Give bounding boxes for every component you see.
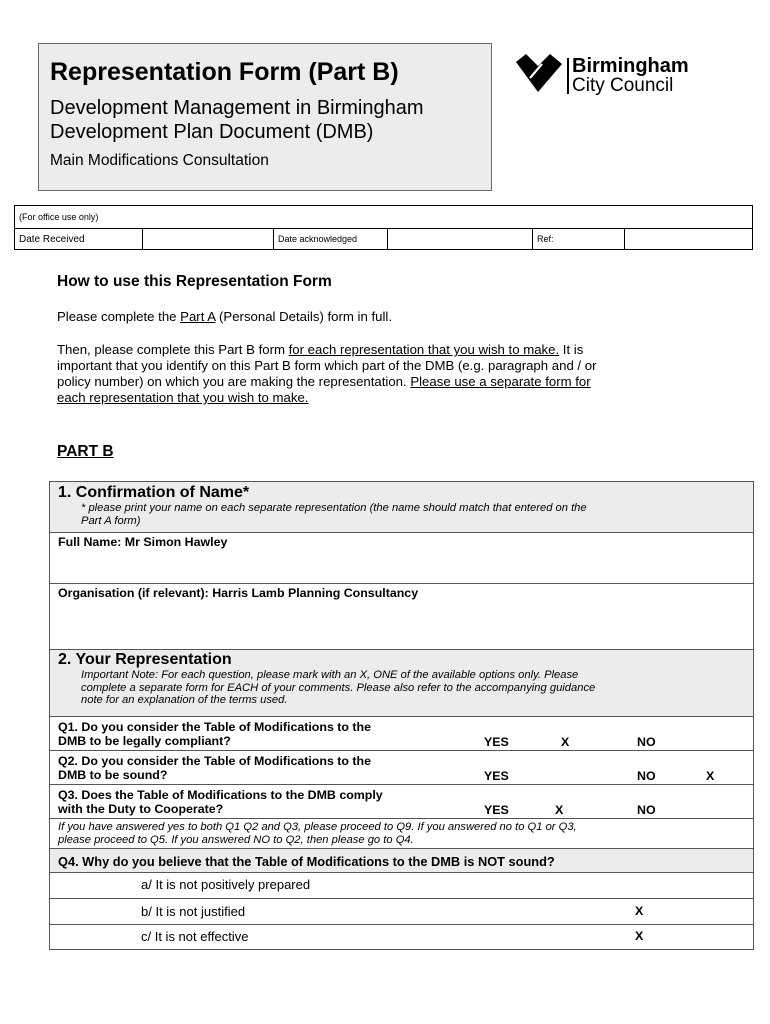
q3-no-label: NO	[637, 803, 656, 817]
question-q4	[50, 849, 753, 873]
section-2-note-line-2: complete a separate form for EACH of your comments. Please also refer to the accompanying guidance	[81, 681, 596, 694]
p2-l1-pre: Then, please complete this Part B form	[57, 342, 289, 357]
q4-option-a-label: a/ It is not positively prepared	[141, 877, 311, 892]
q3-line-2: with the Duty to Cooperate?	[58, 802, 224, 816]
office-use-table	[14, 205, 753, 250]
title-box	[38, 43, 492, 191]
q4-option-b-mark[interactable]: X	[635, 904, 644, 918]
logo-divider	[567, 58, 569, 94]
q2-no-label: NO	[637, 769, 656, 783]
question-q1	[50, 717, 753, 751]
q4-option-c-label: c/ It is not effective	[141, 929, 249, 944]
organisation-value: Organisation (if relevant): Harris Lamb Planning Consultancy	[58, 586, 419, 600]
q4-text: Q4. Why do you believe that the Table of Modifications to the DMB is NOT sound?	[58, 854, 555, 869]
instructions-heading: How to use this Representation Form	[57, 273, 332, 290]
p2-l1-underline: for each representation that you wish to make.	[288, 342, 560, 357]
q2-no-mark[interactable]: X	[706, 769, 715, 783]
section-2-note	[81, 669, 595, 707]
p2-line-2: important that you identify on this Part B form which part of the DMB (e.g. paragraph and / or	[57, 358, 597, 373]
q1-line-1: Q1. Do you consider the Table of Modifications to the	[58, 720, 371, 734]
q3-line-1: Q3. Does the Table of Modifications to the DMB comply	[58, 788, 383, 802]
q2-line-2: DMB to be sound?	[58, 768, 168, 782]
q2-text	[58, 754, 371, 782]
section-1-note	[81, 502, 587, 527]
q2-yes-label: YES	[484, 769, 509, 783]
date-acknowledged-field[interactable]	[388, 229, 533, 250]
q1-yes-mark[interactable]: X	[561, 735, 570, 749]
q4-option-c-mark[interactable]: X	[635, 929, 644, 943]
q4-option-b	[50, 899, 753, 925]
p2-l1-post: It is	[559, 342, 584, 357]
guidance-line-1: If you have answered yes to both Q1 Q2 and Q3, please proceed to Q9. If you answered no to Q1 or Q3,	[58, 821, 577, 833]
q1-yes-label: YES	[484, 735, 509, 749]
section-1-note-line-1: * please print your name on each separate representation (the name should match that entered on the	[81, 502, 587, 514]
answer-guidance-text	[58, 821, 577, 847]
heart-icon	[512, 52, 564, 98]
form-title: Representation Form (Part B)	[50, 58, 399, 86]
q3-yes-label: YES	[484, 803, 509, 817]
section-2-note-line-3: note for an explanation of the terms used.	[81, 694, 288, 706]
question-q2	[50, 751, 753, 785]
p1-pre: Please complete the	[57, 309, 181, 324]
section-1-note-line-2: Part A form)	[81, 514, 141, 527]
subtitle-line-1: Development Management in Birmingham	[50, 97, 424, 119]
date-received-field[interactable]	[143, 229, 274, 250]
full-name-field[interactable]	[50, 533, 753, 584]
consultation-name: Main Modifications Consultation	[50, 152, 269, 169]
section-2-title: 2. Your Representation	[58, 651, 232, 668]
section-1-header	[50, 482, 753, 533]
q4-option-b-label: b/ It is not justified	[141, 904, 246, 919]
q1-text	[58, 720, 371, 748]
instructions-paragraph-2	[57, 342, 597, 406]
p2-line-3	[57, 374, 597, 390]
p2-line-4	[57, 390, 597, 406]
guidance-line-2: please proceed to Q5. If you answered NO to Q2, then please go to Q4.	[58, 834, 414, 846]
question-q3	[50, 785, 753, 819]
p2-line-1	[57, 342, 597, 358]
date-acknowledged-label: Date acknowledged	[274, 229, 388, 250]
q3-yes-mark[interactable]: X	[555, 803, 564, 817]
form-subtitle	[50, 96, 424, 144]
part-b-heading: PART B	[57, 443, 114, 460]
p1-post: (Personal Details) form in full.	[215, 309, 392, 324]
p2-l4-underline: each representation that you wish to make.	[57, 390, 309, 405]
part-a-link[interactable]: Part A	[180, 309, 216, 324]
council-logo	[512, 52, 712, 102]
q2-line-1: Q2. Do you consider the Table of Modifications to the	[58, 754, 371, 768]
section-2-header	[50, 650, 753, 717]
ref-label: Ref:	[533, 229, 625, 250]
instructions-paragraph-1	[57, 309, 392, 325]
q4-option-a	[50, 873, 753, 899]
q3-text	[58, 788, 383, 816]
logo-name-line1: Birmingham	[572, 55, 689, 77]
subtitle-line-2: Development Plan Document (DMB)	[50, 121, 374, 143]
answer-guidance	[50, 819, 753, 849]
section-2-note-line-1: Important Note: For each question, please mark with an X, ONE of the available options only. Please	[81, 669, 579, 681]
ref-field[interactable]	[625, 229, 753, 250]
full-name-value: Full Name: Mr Simon Hawley	[58, 535, 228, 549]
p2-l3-underline: Please use a separate form for	[410, 374, 591, 389]
q1-no-label: NO	[637, 735, 656, 749]
section-1-title: 1. Confirmation of Name*	[58, 484, 250, 501]
p2-l3-pre: policy number) on which you are making the representation.	[57, 374, 411, 389]
q4-option-c	[50, 925, 753, 949]
representation-form	[49, 481, 754, 950]
logo-name-line2: City Council	[572, 75, 674, 96]
organisation-field[interactable]	[50, 584, 753, 650]
office-use-caption: (For office use only)	[15, 206, 753, 229]
q1-line-2: DMB to be legally compliant?	[58, 734, 231, 748]
date-received-label: Date Received	[15, 229, 143, 250]
